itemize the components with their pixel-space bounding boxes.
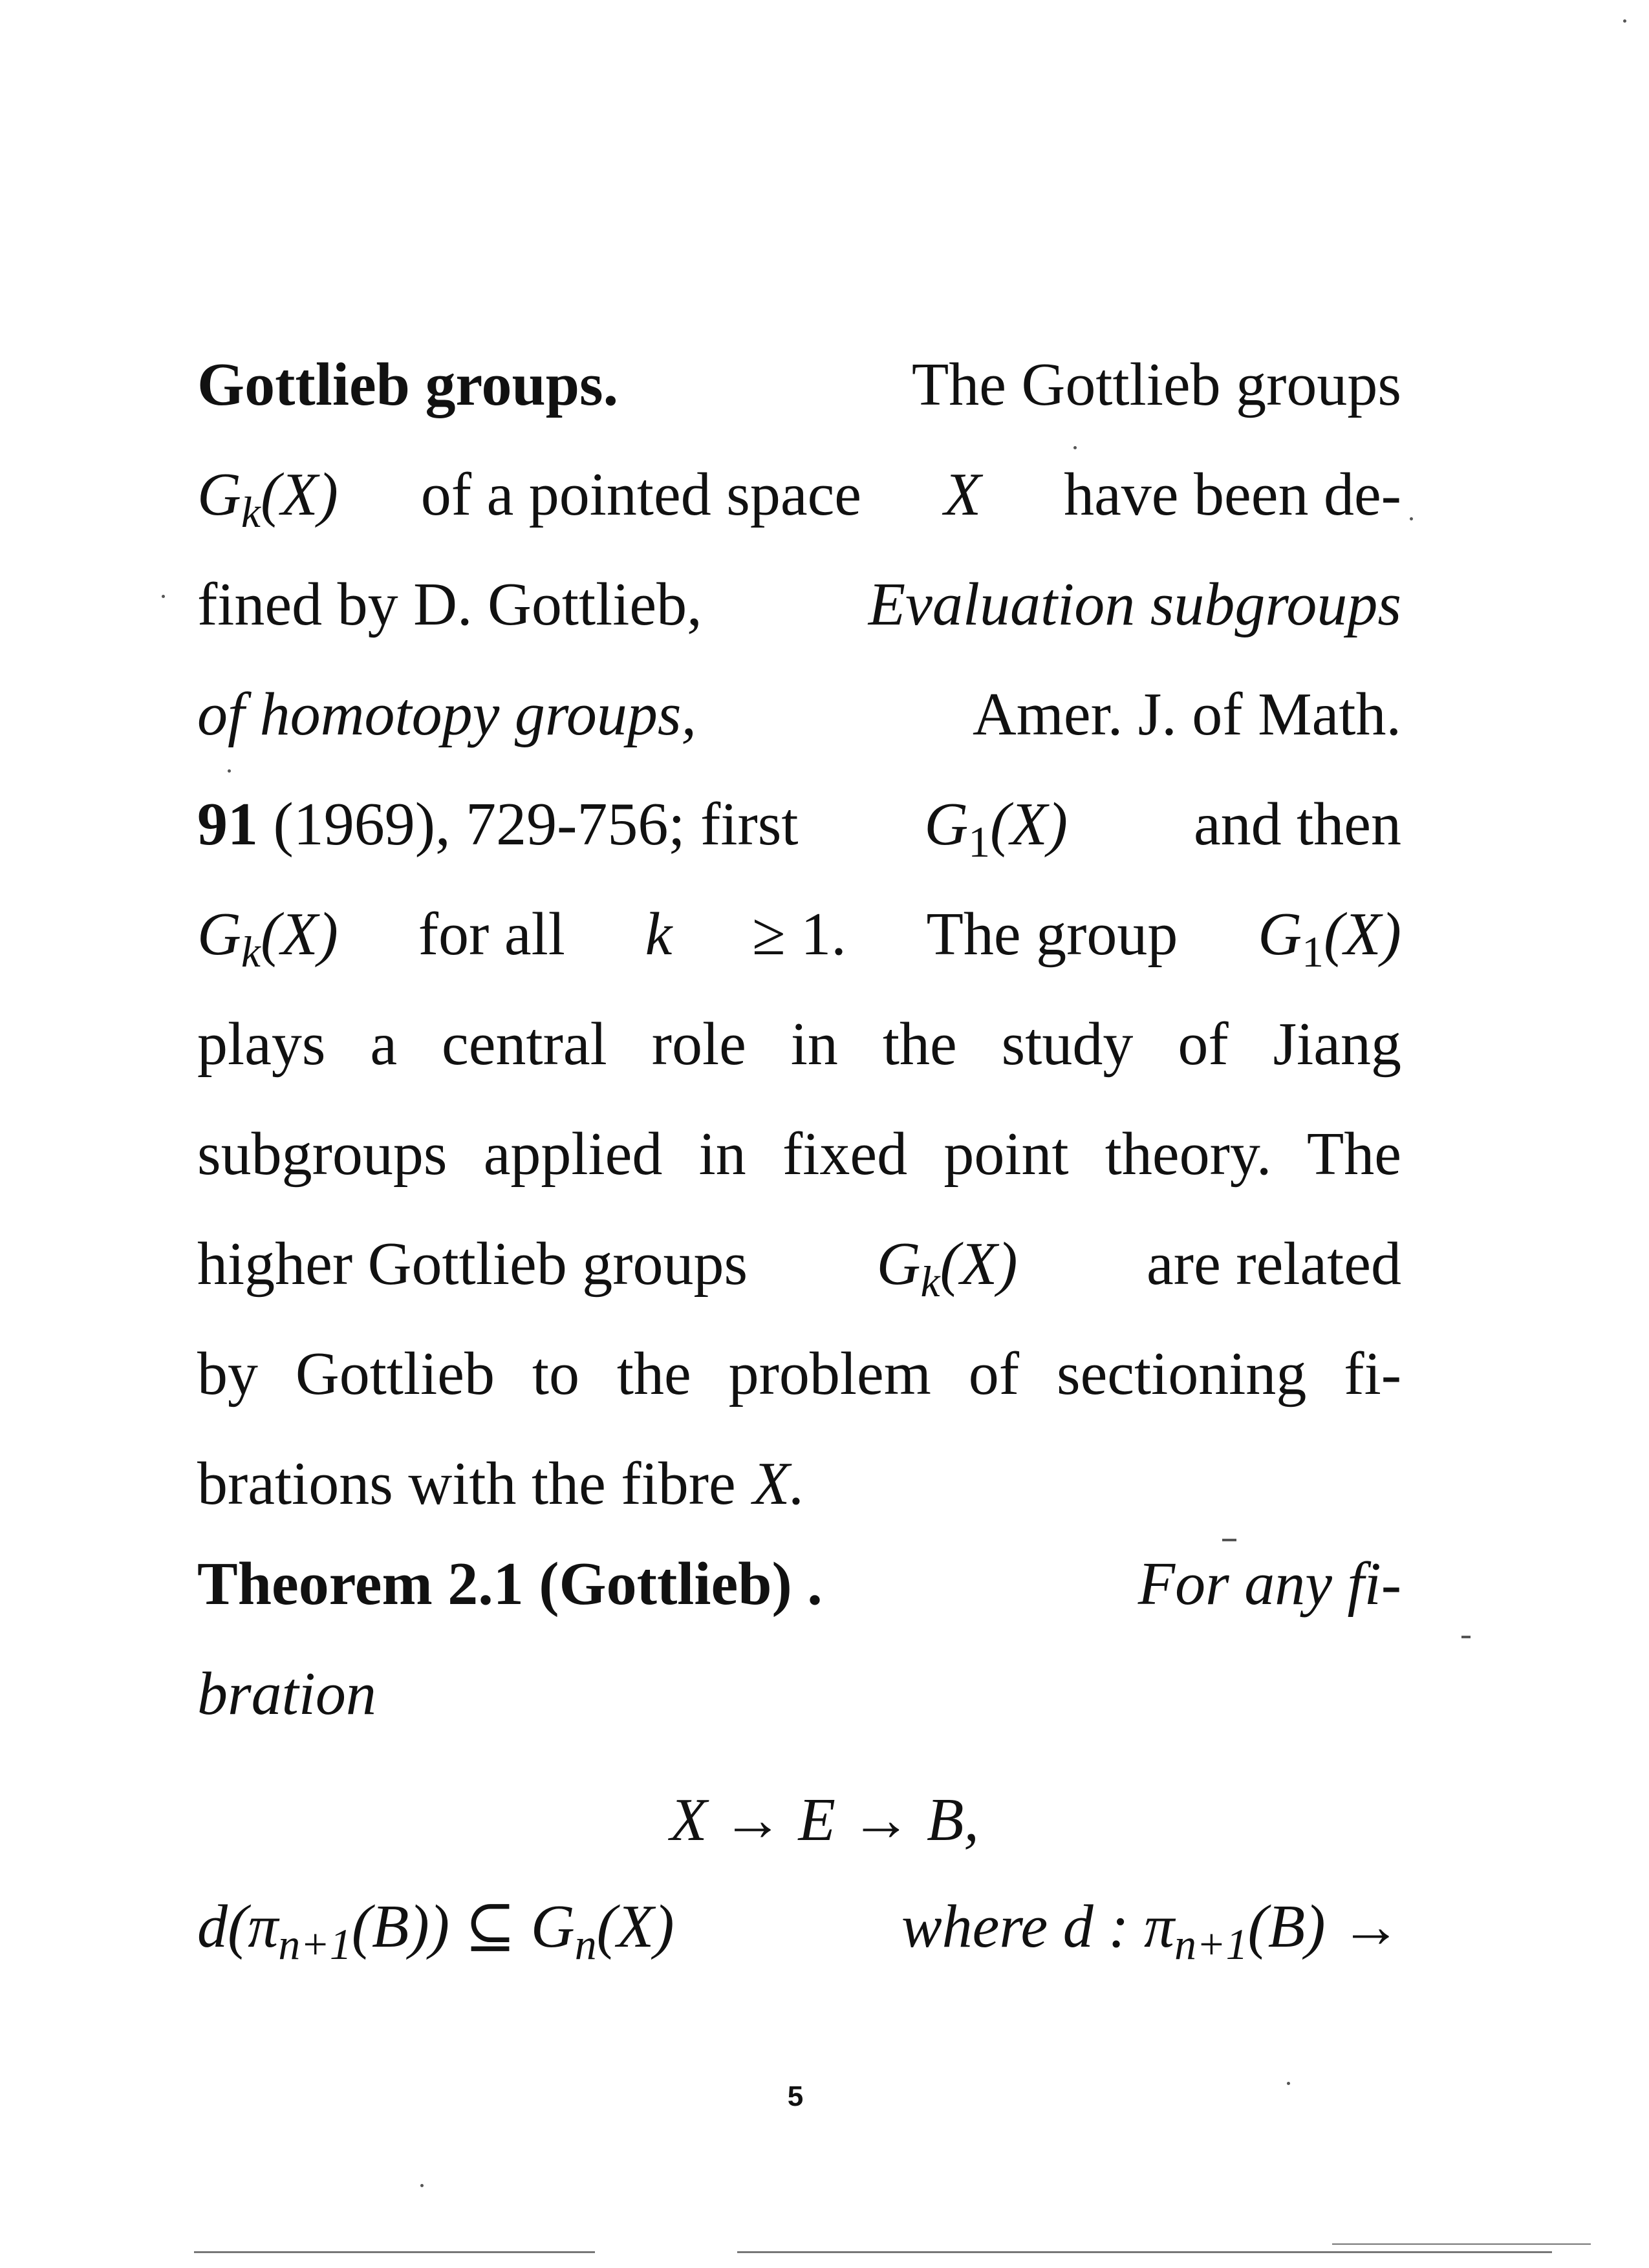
- text-run: of a pointed space: [420, 461, 862, 528]
- theorem-text: For any fi-: [1137, 1550, 1401, 1618]
- math-gk-x: $G_k(X)$: [876, 1230, 1018, 1306]
- math-x: X: [943, 461, 982, 528]
- text-run: brations with the fibre: [197, 1450, 736, 1517]
- math-where-d-map: where d : $\pi_{n+1}(B)$ →: [901, 1893, 1401, 1969]
- text-run: for all: [418, 901, 565, 968]
- math-gk-x: $G_k(X)$: [197, 901, 338, 976]
- scan-speck: [1222, 1539, 1236, 1541]
- theorem-continuation: [197, 1872, 1401, 1982]
- theorem-block: [197, 1529, 1401, 1749]
- math-g1-x: $G_1(X)$: [1258, 901, 1401, 976]
- math-k: k: [645, 901, 673, 968]
- citation-title: of homotopy groups,: [197, 681, 697, 748]
- scan-edge-line: [194, 2251, 595, 2253]
- text-run: The group: [926, 901, 1178, 968]
- text-line: plays a central role in the study of Jiang: [197, 1011, 1401, 1078]
- gottlieb-groups-paragraph: [197, 330, 1401, 1539]
- scan-speck: [1623, 19, 1626, 23]
- scan-speck: [1410, 517, 1413, 520]
- math-gk-x: $G_k(X)$: [197, 461, 338, 537]
- citation-volume-and-year: 91 (1969), 729-756; first: [197, 791, 799, 858]
- text-run: are related: [1147, 1230, 1401, 1298]
- theorem-heading: Theorem 2.1 (Gottlieb) .: [197, 1550, 823, 1618]
- text-line: by Gottlieb to the problem of sectioning fi-: [197, 1340, 1401, 1407]
- scan-speck: [1073, 446, 1077, 449]
- math-x: X.: [753, 1450, 805, 1517]
- scan-speck: [420, 2184, 424, 2187]
- section-heading: Gottlieb groups.: [197, 351, 619, 418]
- theorem-text: bration: [197, 1660, 376, 1728]
- math-d-pi-b-subset: $d(\pi_{n+1}(B))$ ⊆ $G_n(X)$: [197, 1893, 674, 1969]
- text-line: subgroups applied in fixed point theory. The: [197, 1120, 1401, 1188]
- scan-speck: [228, 769, 231, 773]
- text-run: have been de-: [1064, 461, 1401, 528]
- display-equation-fibration: X → E → B,: [670, 1786, 979, 1854]
- text-run: The Gottlieb groups: [911, 351, 1401, 418]
- text-run: and then: [1193, 791, 1401, 858]
- scan-speck: [162, 595, 165, 598]
- math-geq-one: ≥ 1.: [752, 901, 846, 968]
- scan-speck: [1461, 1636, 1471, 1638]
- scan-speck: [1287, 2082, 1290, 2085]
- journal-name: Amer. J. of Math.: [972, 681, 1401, 748]
- scan-edge-line: [737, 2251, 1552, 2253]
- scan-edge-line: [1332, 2243, 1591, 2245]
- text-run: fined by D. Gottlieb,: [197, 571, 702, 638]
- math-g1-x: $G_1(X)$: [924, 791, 1068, 866]
- citation-title: Evaluation subgroups: [868, 571, 1401, 638]
- page-number: 5: [787, 2081, 804, 2112]
- text-run: higher Gottlieb groups: [197, 1230, 748, 1298]
